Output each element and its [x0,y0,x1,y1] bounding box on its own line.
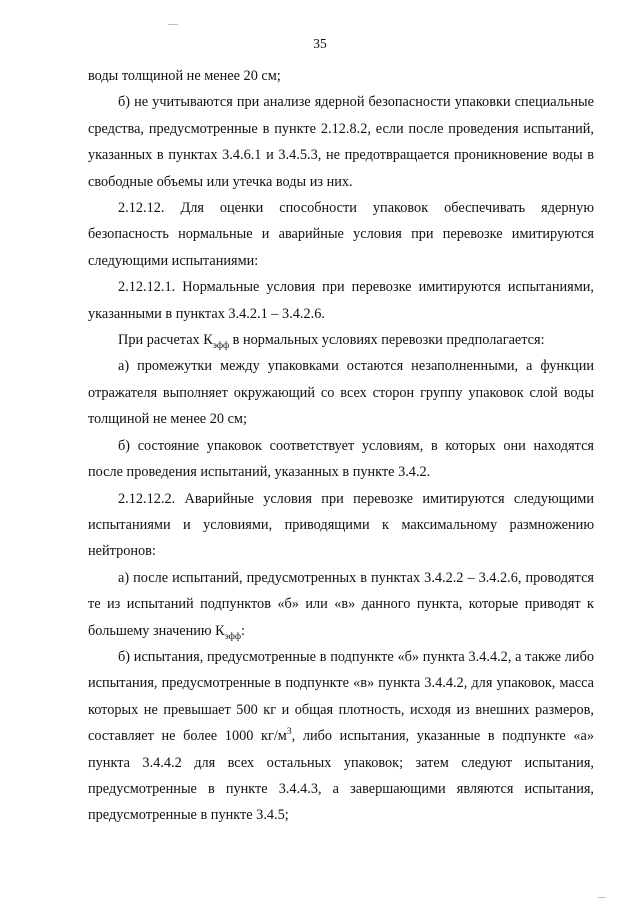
page-number: 35 [313,36,327,51]
paragraph-2-12-12-2: 2.12.12.2. Аварийные условия при перевозке имитируются следующими испытаниями и условиями, приводящими к максимальному размножению нейтронов: [88,490,594,560]
paragraph-k-eff-normal [88,327,594,353]
subscript-eff: эфф [212,340,230,351]
paragraph-continuation: воды толщиной не менее 20 см; [88,68,281,84]
paragraph-item-b-special-means: б) не учитываются при анализе ядерной безопасности упаковки специальные средства, предусмотренные в пункте 2.12.8.2, если после проведения испытаний, указанных в пунктах 3.4.6.1 и 3.4.5.3, не предотвращается проникновение воды в свободные объемы или утечка воды из них. [88,94,594,190]
scan-mark-bottom [598,897,606,898]
scan-mark-top [168,24,178,25]
paragraph-text: При расчетах К [118,332,213,349]
subscript-eff: эфф [224,631,241,642]
paragraph-2-12-12-1: 2.12.12.1. Нормальные условия при перевозке имитируются испытаниями, указанными в пунктах 3.4.2.1 – 3.4.2.6. [88,279,594,322]
paragraph-text: б) испытания, предусмотренные в подпункте «б» пункта 3.4.4.2, а также либо испытания, предусмотренные в подпункте «в» пункта 3.4.4.2, для упаковок, масса которых не превышает 500 кг и общая плотность, исходя из внешних размеров, составляет не более 1000 кг/м [88,648,594,745]
paragraph-item-a-after-tests [88,565,594,644]
paragraph-item-b-package-state: б) состояние упаковок соответствует условиям, в которых они находятся после проведения испытаний, указанных в пункте 3.4.2. [88,437,594,481]
paragraph-2-12-12: 2.12.12. Для оценки способности упаковок обеспечивать ядерную безопасность нормальные и аварийные условия при перевозке имитируются следующими испытаниями: [88,200,594,269]
paragraph-text: в нормальных условиях перевозки предполагается: [229,332,545,349]
paragraph-item-b-tests [88,644,594,829]
paragraph-text: : [241,622,245,639]
paragraph-item-a-reflector: а) промежутки между упаковками остаются незаполненными, а функции отражателя выполняет окружающий со всех сторон группу упаковок слой воды толщиной не менее 20 см; [88,358,594,428]
superscript-cubed: 3 [286,727,292,738]
paragraph-text: , либо испытания, указанные в подпункте «а» пункта 3.4.4.2 для всех остальных упаковок; затем следуют испытания, предусмотренные в пункте 3.4.4.3, а завершающими являются испытания, предусмотренные в пункте 3.4.5; [88,728,595,824]
paragraph-text: а) после испытаний, предусмотренных в пунктах 3.4.2.2 – 3.4.2.6, проводятся те из испытаний подпунктов «б» или «в» данного пункта, которые приводят к большему значению К [88,569,594,639]
page-body [88,63,594,829]
